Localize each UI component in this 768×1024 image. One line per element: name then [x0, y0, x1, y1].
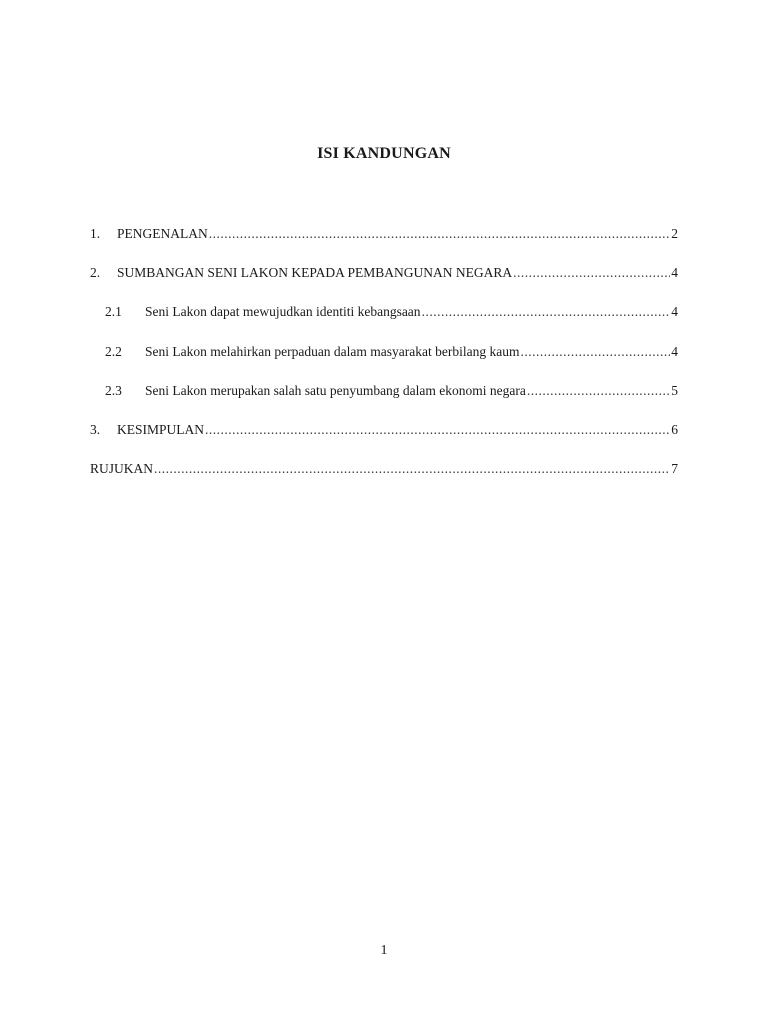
toc-leader-dots — [209, 226, 671, 242]
toc-entry-number: 2.3 — [105, 382, 122, 398]
toc-entry-page: 7 — [671, 461, 678, 477]
toc-entry-pengenalan[interactable] — [90, 226, 678, 265]
toc-entry-label: KESIMPULAN — [117, 421, 205, 437]
toc-entry-number: 1. — [90, 226, 101, 241]
page-number: 1 — [380, 943, 388, 958]
toc-entry-page: 4 — [671, 265, 678, 281]
page-title: ISI KANDUNGAN — [317, 145, 451, 162]
toc-entry-label: Seni Lakon dapat mewujudkan identiti kebangsaan — [145, 304, 421, 320]
toc-entry-number: 3. — [90, 421, 101, 437]
toc-entry-number: 2. — [90, 265, 101, 281]
toc-entry-kesimpulan[interactable] — [90, 422, 678, 461]
toc-entry-perpaduan[interactable] — [90, 344, 678, 383]
toc-entry-identiti[interactable] — [90, 304, 678, 343]
toc-entry-sumbangan[interactable] — [90, 265, 678, 304]
toc-leader-dots — [527, 383, 670, 399]
toc-entry-ekonomi[interactable] — [90, 383, 678, 422]
toc-entry-page: 2 — [671, 226, 678, 241]
toc-entry-number: 2.1 — [105, 304, 122, 320]
toc-entry-page: 6 — [671, 421, 678, 437]
table-of-contents — [90, 226, 678, 500]
toc-leader-dots — [154, 461, 670, 477]
toc-entry-label: PENGENALAN — [117, 226, 208, 241]
toc-entry-label: Seni Lakon melahirkan perpaduan dalam masyarakat berbilang kaum — [145, 343, 520, 359]
toc-entry-label: Seni Lakon merupakan salah satu penyumbang dalam ekonomi negara — [145, 382, 526, 398]
toc-leader-dots — [205, 422, 670, 438]
toc-entry-page: 4 — [671, 304, 678, 320]
toc-entry-page: 4 — [671, 343, 678, 359]
toc-entry-page: 5 — [671, 382, 678, 398]
toc-entry-label: SUMBANGAN SENI LAKON KEPADA PEMBANGUNAN NEGARA — [117, 265, 513, 281]
toc-leader-dots — [521, 344, 671, 360]
toc-entry-number: 2.2 — [105, 343, 122, 359]
toc-leader-dots — [513, 265, 670, 281]
toc-entry-rujukan[interactable] — [90, 461, 678, 500]
toc-leader-dots — [422, 304, 671, 320]
toc-entry-label: RUJUKAN — [90, 461, 154, 477]
